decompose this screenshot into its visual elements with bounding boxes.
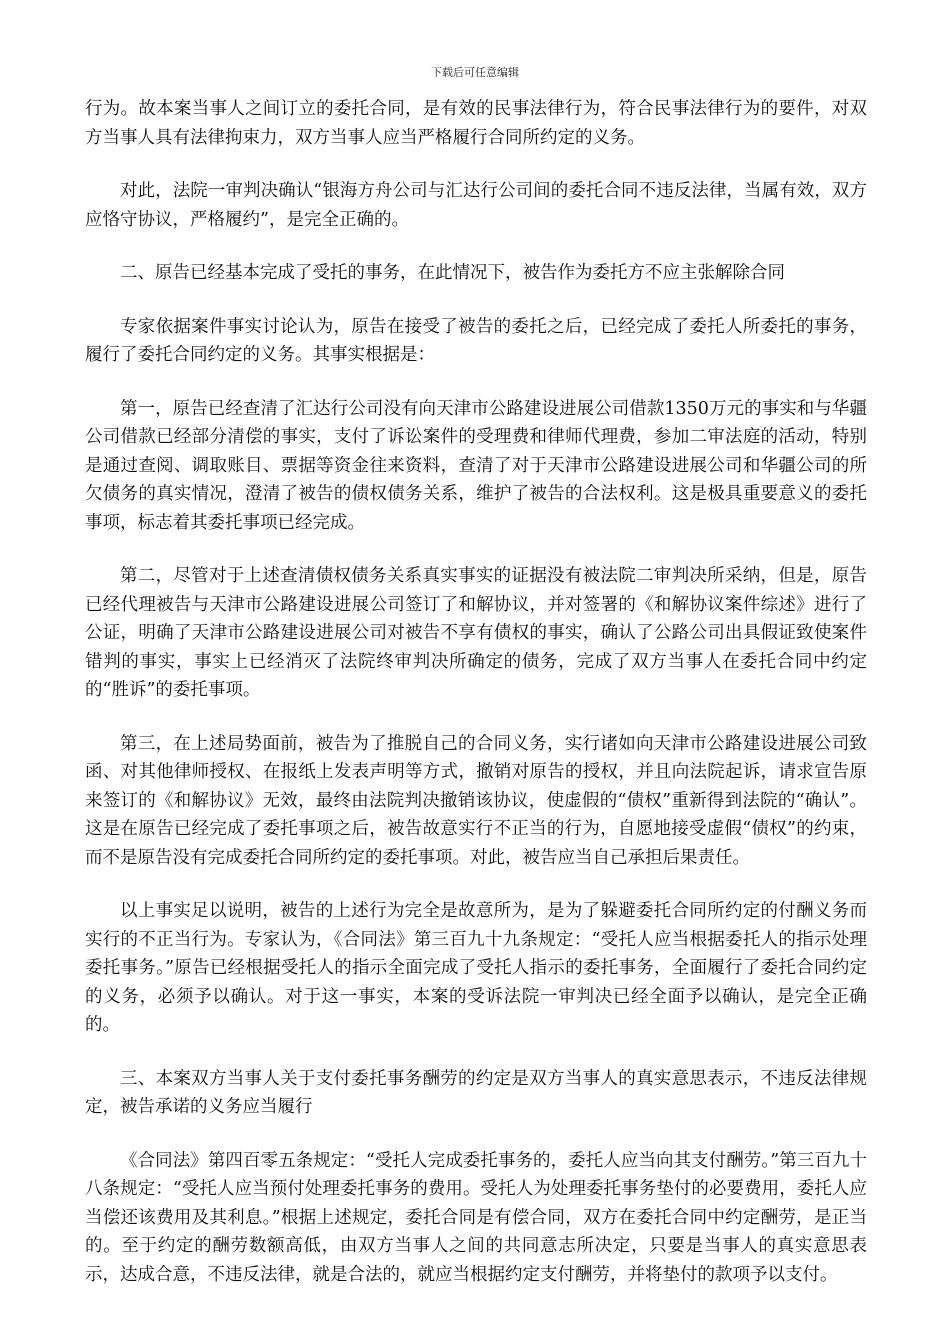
paragraph-conclusion: 以上事实足以说明，被告的上述行为完全是故意所为，是为了躲避委托合同所约定的付酬义务而实行的不正当行为。专家认为，《合同法》第三百九十九条规定：“受托人应当根据委托人的指示处理委托事务。”原告已经根据受托人的指示全面完成了受托人指示的委托事务，全面履行了委托合同约定的义务，必须予以确认。对于这一事实，本案的受诉法院一审判决已经全面予以确认，是完全正确的。 <box>85 901 867 1035</box>
paragraph-expert-opinion: 专家依据案件事实讨论认为，原告在接受了被告的委托之后，已经完成了委托人所委托的事务，履行了委托合同约定的义务。其事实根据是： <box>85 316 867 365</box>
document-body <box>85 95 867 1289</box>
paragraph-court-confirmation: 对此，法院一审判决确认“银海方舟公司与汇达行公司间的委托合同不违反法律，当属有效，双方应恪守协议，严格履约”，是完全正确的。 <box>85 181 867 230</box>
paragraph-point-3: 第三，在上述局势面前，被告为了推脱自己的合同义务，实行诸如向天津市公路建设进展公司致函、对其他律师授权、在报纸上发表声明等方式，撤销对原告的授权，并且向法院起诉，请求宣告原来签订的《和解协议》无效，最终由法院判决撤销该协议，使虚假的“债权”重新得到法院的“确认”。这是在原告已经完成了委托事项之后，被告故意实行不正当的行为，自愿地接受虚假“债权”的约束，而不是原告没有完成委托合同所约定的委托事项。对此，被告应当自己承担后果责任。 <box>85 733 867 868</box>
section-heading-3: 三、本案双方当事人关于支付委托事务酬劳的约定是双方当事人的真实意思表示，不违反法律规定，被告承诺的义务应当履行 <box>85 1068 867 1117</box>
paragraph-point-1: 第一，原告已经查清了汇达行公司没有向天津市公路建设进展公司借款1350万元的事实和与华疆公司借款已经部分清偿的事实，支付了诉讼案件的受理费和律师代理费，参加二审法庭的活动，特别是通过查阅、调取账目、票据等资金往来资料，查清了对于天津市公路建设进展公司和华疆公司的所欠债务的真实情况，澄清了被告的债权债务关系，维护了被告的合法权利。这是极具重要意义的委托事项，标志着其委托事项已经完成。 <box>85 398 867 533</box>
paragraph-continuation: 行为。故本案当事人之间订立的委托合同，是有效的民事法律行为，符合民事法律行为的要件，对双方当事人具有法律拘束力，双方当事人应当严格履行合同所约定的义务。 <box>85 99 867 148</box>
paragraph-point-2: 第二，尽管对于上述查清债权债务关系真实事实的证据没有被法院二审判决所采纳，但是，原告已经代理被告与天津市公路建设进展公司签订了和解协议，并对签署的《和解协议案件综述》进行了公证，明确了天津市公路建设进展公司对被告不享有债权的事实，确认了公路公司出具假证致使案件错判的事实，事实上已经消灭了法院终审判决所确定的债务，完成了双方当事人在委托合同中约定的“胜诉”的委托事项。 <box>85 566 867 700</box>
section-heading-2: 二、原告已经基本完成了受托的事务，在此情况下，被告作为委托方不应主张解除合同 <box>120 263 785 283</box>
paragraph-contract-law: 《合同法》第四百零五条规定：“受托人完成委托事务的，委托人应当向其支付酬劳。”第三百九十八条规定：“受托人应当预付处理委托事务的费用。受托人为处理委托事务垫付的必要费用，委托人应当偿还该费用及其利息。”根据上述规定，委托合同是有偿合同，双方在委托合同中约定酬劳，是正当的。至于约定的酬劳数额高低，由双方当事人之间的共同意志所决定，只要是当事人的真实意思表示，达成合意，不违反法律，就是合法的，就应当根据约定支付酬劳，并将垫付的款项予以支付。 <box>85 1150 867 1285</box>
page-header: 下载后可任意编辑 <box>431 66 519 79</box>
